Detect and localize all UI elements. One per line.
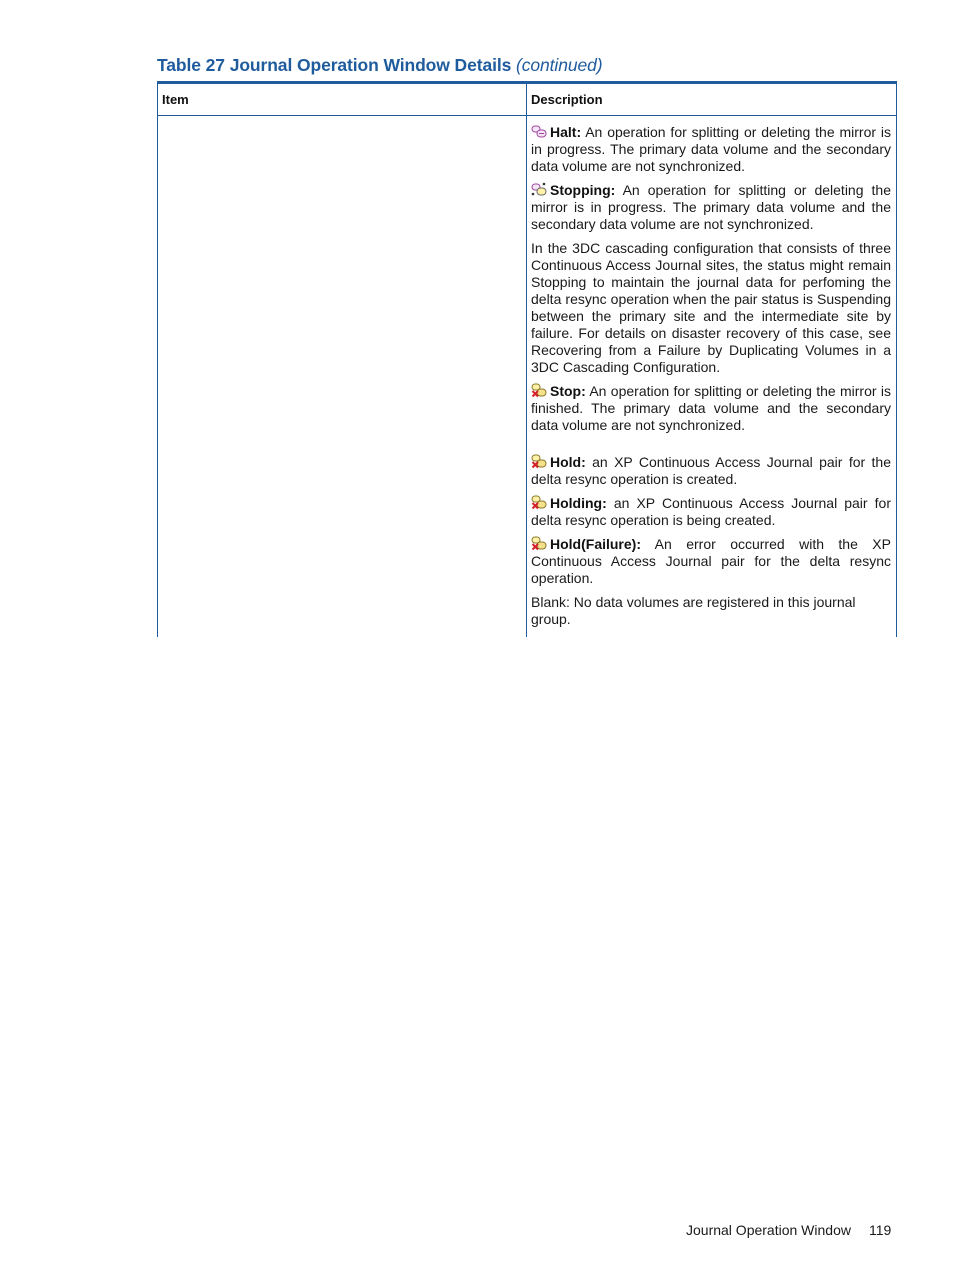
table-header-row xyxy=(157,84,897,116)
hold-status-icon xyxy=(531,454,547,469)
hold-text: an XP Continuous Access Journal pair for the delta resync operation is created. xyxy=(531,454,891,487)
hold-failure-term: Hold(Failure): xyxy=(550,536,641,552)
stopping-text: An operation for splitting or deleting the mirror is in progress. The primary data volume and the secondary data volume are not synchronized. xyxy=(531,182,891,232)
table-row xyxy=(531,240,891,376)
table-caption xyxy=(157,55,602,76)
details-table xyxy=(157,81,897,634)
halt-text: An operation for splitting or deleting the mirror is in progress. The primary data volume and the secondary data volume are not synchronized. xyxy=(531,124,891,174)
stop-status-icon xyxy=(531,383,547,398)
table-left-border xyxy=(157,84,158,637)
description-cell xyxy=(531,124,891,635)
halt-status-icon xyxy=(531,124,547,139)
table-row xyxy=(531,124,891,175)
holding-status-icon xyxy=(531,495,547,510)
page-footer xyxy=(686,1222,891,1238)
hold-failure-text: An error occurred with the XP Continuous Access Journal pair for the delta resync operation. xyxy=(531,536,891,586)
halt-term: Halt: xyxy=(550,124,582,140)
table-row xyxy=(531,594,891,628)
table-row xyxy=(531,383,891,434)
hold-failure-status-icon xyxy=(531,536,547,551)
table-continued-label: (continued) xyxy=(516,55,603,75)
table-row xyxy=(531,454,891,488)
table-row xyxy=(531,536,891,587)
stopping-term: Stopping: xyxy=(550,182,616,198)
footer-section-title: Journal Operation Window xyxy=(686,1222,851,1238)
stop-term: Stop: xyxy=(550,383,586,399)
stopping-status-icon xyxy=(531,182,547,197)
table-row xyxy=(531,495,891,529)
page-number: 119 xyxy=(868,1222,892,1238)
hold-term: Hold: xyxy=(550,454,586,470)
table-row xyxy=(531,182,891,233)
blank-status-text: Blank: No data volumes are registered in this journal group. xyxy=(531,594,856,627)
table-column-divider xyxy=(526,84,527,637)
stop-text: An operation for splitting or deleting the mirror is finished. The primary data volume and the secondary data volume are not synchronized. xyxy=(531,383,891,433)
table-right-border xyxy=(896,84,897,637)
table-title: Table 27 Journal Operation Window Details xyxy=(157,55,512,75)
holding-term: Holding: xyxy=(550,495,607,511)
cascading-note-text: In the 3DC cascading configuration that consists of three Continuous Access Journal sites, the status might remain Stopping to maintain the journal data for perfoming the delta resync operation when the pair status is Suspending between the primary site and the intermediate site by failure. For details on disaster recovery of this case, see Recovering from a Failure by Duplicating Volumes in a 3DC Cascading Configuration. xyxy=(531,240,891,375)
header-item: Item xyxy=(162,92,189,107)
header-description: Description xyxy=(531,92,603,107)
holding-text: an XP Continuous Access Journal pair for delta resync operation is being created. xyxy=(531,495,891,528)
